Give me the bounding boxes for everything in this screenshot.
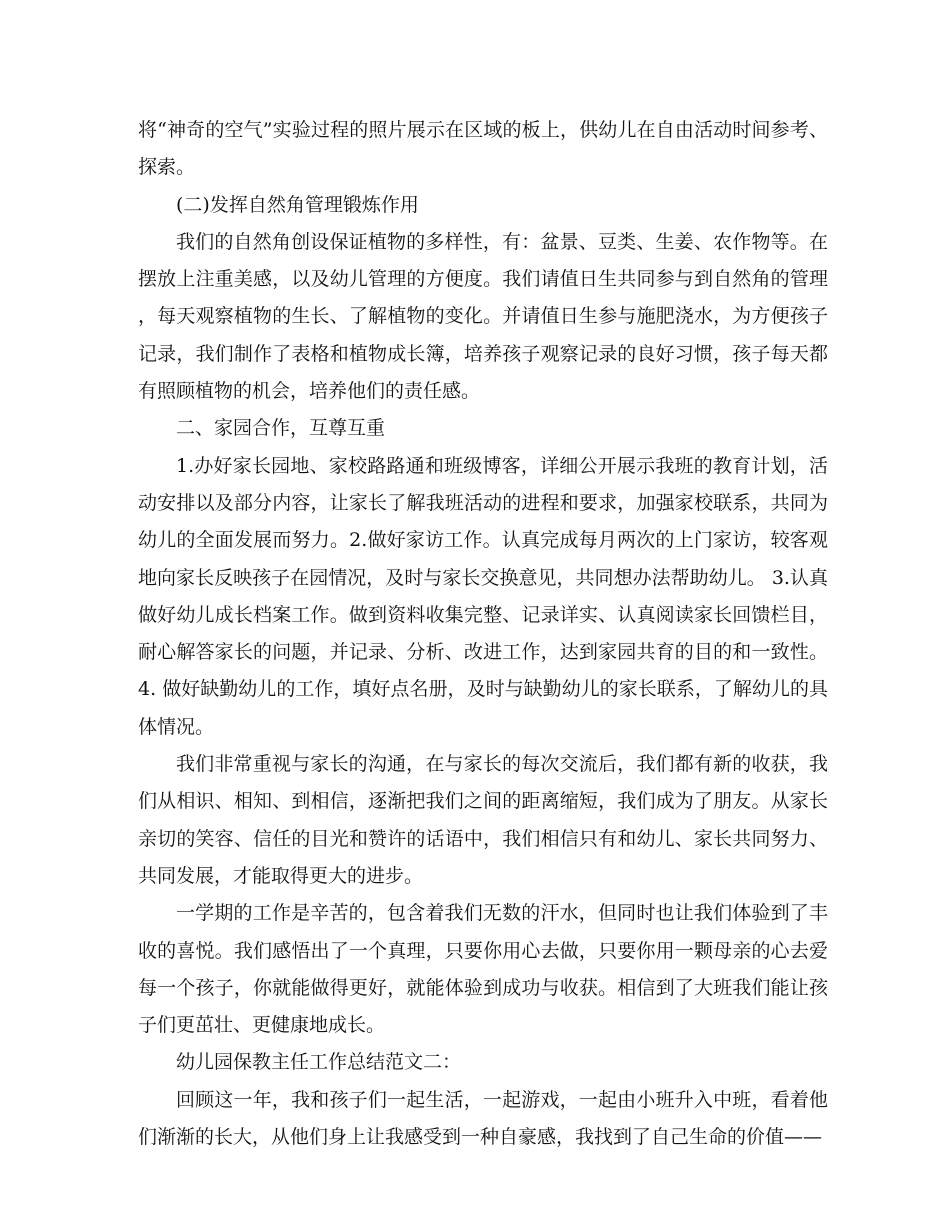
paragraph-display-photos: 将“神奇的空气”实验过程的照片展示在区域的板上，供幼儿在自由活动时间参考、探索。	[138, 119, 828, 179]
heading-home-school-cooperation: 二、家园合作，互尊互重	[176, 417, 386, 440]
heading-nature-corner: (二)发挥自然角管理锻炼作用	[176, 193, 419, 216]
paragraph-nature-corner: 我们的自然角创设保证植物的多样性，有：盆景、豆类、生姜、农作物等。在摆放上注重美感，以及幼儿管理的方便度。我们请值日生共同参与到自然角的管理，每天观察植物的生长、了解植物的变化。并请值日生参与施肥浇水，为方便孩子记录，我们制作了表格和植物成长簿，培养孩子观察记录的良好习惯，孩子每天都有照顾植物的机会，培养他们的责任感。	[138, 230, 828, 403]
paragraph-semester-reflection: 一学期的工作是辛苦的，包含着我们无数的汗水，但同时也让我们体验到了丰收的喜悦。我们感悟出了一个真理，只要你用心去做，只要你用一颗母亲的心去爱每一个孩子，你就能做得更好，就能体验到成功与收获。相信到了大班我们能让孩子们更茁壮、更健康地成长。	[138, 902, 828, 1037]
heading-sample-two: 幼儿园保教主任工作总结范文二：	[176, 1051, 462, 1074]
document-page	[138, 112, 828, 1156]
paragraph-parent-communication: 我们非常重视与家长的沟通，在与家长的每次交流后，我们都有新的收获，我们从相识、相知、到相信，逐渐把我们之间的距离缩短，我们成为了朋友。从家长亲切的笑容、信任的目光和赞许的话语中，我们相信只有和幼儿、家长共同努力、共同发展，才能取得更大的进步。	[138, 753, 828, 887]
paragraph-parent-work: 1.办好家长园地、家校路路通和班级博客，详细公开展示我班的教育计划，活动安排以及部分内容，让家长了解我班活动的进程和要求，加强家校联系，共同为幼儿的全面发展而努力。2.做好家访工作。认真完成每月两次的上门家访，较客观地向家长反映孩子在园情况，及时与家长交换意见，共同想办法帮助幼儿。 3.认真做好幼儿成长档案工作。做到资料收集完整、记录详实、认真阅读家长回馈栏目，耐心解答家长的问题，并记录、分析、改进工作，达到家园共育的目的和一致性。4. 做好缺勤幼儿的工作，填好点名册，及时与缺勤幼儿的家长联系，了解幼儿的具体情况。	[138, 454, 828, 738]
paragraph-year-review: 回顾这一年，我和孩子们一起生活，一起游戏，一起由小班升入中班，看着他们渐渐的长大，从他们身上让我感受到一种自豪感，我找到了自己生命的价值——	[138, 1088, 828, 1149]
